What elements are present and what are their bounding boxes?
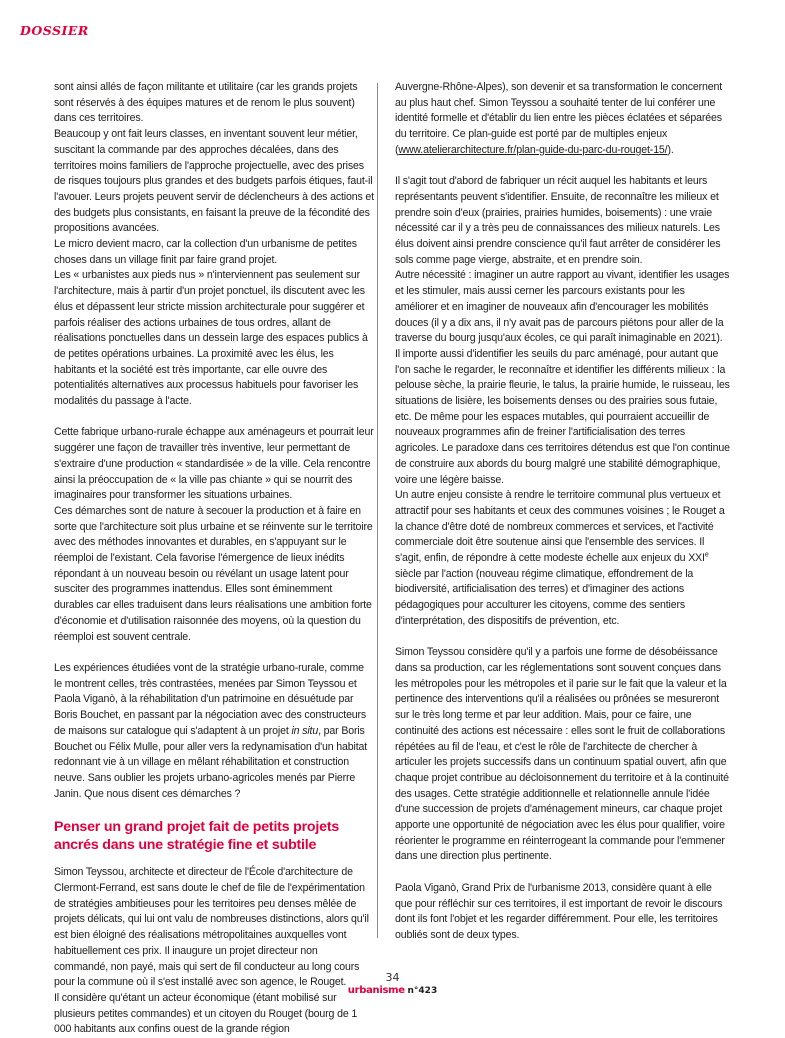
paragraph-text: siècle par l'action (nouveau régime climatique, effondrement de la biodiversité, artificialisation des terres) et d'imaginer des actions pédagogiques pour acculturer les citoyens, comme des sentiers d'interprétation, des dispositifs de prévention, etc.: [395, 567, 694, 627]
paragraph-text: Les expériences étudiées vont de la stratégie urbano-rurale, comme le montrent celles, très contrastées, menées par Simon Teyssou et Paola Viganò, à la réhabilitation d'un patrimoine en désuétude par Boris Bouchet, en passant par la négociation avec des constructeurs de maisons sur catalogue qui s'adaptent à un projet: [54, 661, 367, 737]
left-column: [54, 80, 374, 1038]
page-number: 34: [385, 971, 400, 984]
superscript: e: [704, 551, 709, 559]
paragraph: [395, 80, 730, 159]
paragraph: Ces démarches sont de nature à secouer la production et à faire en sorte que l'architecture soit plus urbaine et se réinvente sur le territoire avec des méthodes innovantes et durables, en s'appuyant sur le réemploi de l'existant. Cela favorise l'émergence de lieux inédits répondant à un nouveau besoin ou révélant un usage latent pour susciter des programmes inattendus. Elles sont éminemment durables car elles traduisent dans leurs réalisations une ambition forte d'économie et d'utilisation raisonnée des moyens, où la question du réemploi est souvent centrale.: [54, 504, 373, 643]
paragraph: Les « urbanistes aux pieds nus » n'interviennent pas seulement sur l'architecture, mais à partir d'un projet ponctuel, ils discutent avec les élus et dépassent leur stricte mission architecturale pour suggérer et parfois réaliser des actions urbaines de tous ordres, allant de réalisations ponctuelles dans un dessein large des espaces publics à de petites opérations urbaines. La proximité avec les élus, les habitants et la société est très importante, car elle ouvre des potentialités alternatives aux processus habituels pour favoriser les modalités du passage à l'acte.: [54, 269, 368, 408]
paragraph-text: , par Boris Bouchet ou Félix Mulle, pour aller vers la redynamisation d'un habitat redonnant vie à un village en mêlant réhabilitation et construction neuve. Sans oublier les projets urbano-agricoles menés par Pierre Janin. Que nous disent ces démarches ?: [54, 724, 368, 800]
paragraph-text: Auvergne-Rhône-Alpes), son devenir et sa transformation le concernent au plus haut chef. Simon Teyssou a souhaité tenter de lui conférer une identité formelle et d'établir du lien entre les pièces éclatées et séparées du territoire. Ce plan-guide est porté par de multiples enjeux (: [395, 81, 723, 156]
section-label: DOSSIER: [20, 23, 89, 38]
paragraph: Autre nécessité : imaginer un autre rapport au vivant, identifier les usages et les stimuler, mais aussi cerner les parcours existants pour les améliorer et en imaginer de nouveaux afin d'encourager les mobilités douces (il y a dix ans, il n'y avait pas de parcours piétons pour aller de la traverse du bourg jusqu'aux écoles, ce qui paraît inimaginable en 2021).: [395, 269, 730, 345]
paragraph: Le micro devient macro, car la collection d'un urbanisme de petites choses dans un village finit par faire grand projet.: [54, 238, 357, 266]
paragraph: [54, 661, 374, 802]
column-divider: [377, 83, 378, 938]
paragraph: Paola Viganò, Grand Prix de l'urbanisme 2013, considère quant à elle que pour réfléchir sur ces territoires, il est important de revoir le discours dont ils font l'objet et les regarder différemment. Pour elle, les territoires oubliés sont de deux types.: [395, 881, 723, 941]
paragraph: sont ainsi allés de façon militante et utilitaire (car les grands projets sont réservés à des équipes matures et de renom le plus souvent) dans ces territoires.: [54, 81, 358, 125]
paragraph-text: Un autre enjeu consiste à rendre le territoire communal plus vertueux et attractif pour ses habitants et ceux des communes voisines ; le Rouget a la chance d'être doté de nombreux commerces et services, et l'activité commerciale doit être soutenue ainsi que l'ensemble des services. Il s'agit, enfin, de répondre à cette modeste échelle aux enjeux du XXI: [395, 489, 725, 565]
paragraph: Cette fabrique urbano-rurale échappe aux aménageurs et pourrait leur suggérer une façon de travailler très inventive, leur permettant de s'extraire d'une production « standardisée » de la ville. Cela rencontre ainsi la préoccupation de « la ville pas chiante » qui se nourrit des imaginaires pour transformer les situations urbaines.: [54, 426, 374, 502]
paragraph: Simon Teyssou, architecte et directeur de l'École d'architecture de Clermont-Ferrand, est sans doute le chef de file de l'expérimentation de stratégies ambitieuses pour les territoires peu denses mêlée de projets délicats, qui lui ont valu de nombreuses distinctions, alors qu'il est bien éloigné des réalisations métropolitaines auxquelles vont habituellement ces prix. Il inaugure un projet directeur non commandé, non payé, mais qui sert de fil conducteur au long cours pour la commune où il s'est installé avec son agence, le Rouget.: [54, 866, 369, 989]
paragraph-text: ).: [667, 143, 674, 156]
italic-term: in situ: [291, 724, 319, 737]
paragraph: Beaucoup y ont fait leurs classes, en inventant souvent leur métier, suscitant la commande par des approches décalées, dans des territoires moins familiers de l'approche projectuelle, avec des prises de risques toujours plus grandes et des budgets parfois étiques, faut-il l'avouer. Leurs projets peuvent servir de déclencheurs à des actions et des budgets plus consistants, en faisant la preuve de la fécondité des propositions avancées.: [54, 128, 374, 235]
paragraph: Il importe aussi d'identifier les seuils du parc aménagé, pour autant que l'on sache le regarder, le reconnaître et identifier les différents milieux : la pelouse sèche, la prairie fleurie, le talus, la prairie humide, le ruisseau, les situations de lisière, les boisements denses ou des prairies sous futaie, etc. De même pour les espaces mutables, qui pourraient accueillir de nouveaux programmes afin de freiner l'artificialisation des terres agricoles. Le paradoxe dans ces territoires détendus est que l'on continue de construire aux abords du bourg malgré une stabilité démographique, voire une légère baisse.: [395, 347, 730, 486]
section-subheading: Penser un grand projet fait de petits projets ancrés dans une stratégie fine et subtile: [54, 819, 340, 854]
paragraph: Simon Teyssou considère qu'il y a parfois une forme de désobéissance dans sa production, car les réglementations sont souvent conçues dans les métropoles pour les métropoles et il parie sur le fait que la valeur et la pertinence des interventions qu'il a réalisées ou prônées se mesureront sur le très long terme et par leur addition. Mais, pour ce faire, une continuité des actions est nécessaire : elles sont le fruit de collaborations répétées au fil de l'eau, et c'est le rôle de l'architecte de chercher à articuler les projets successifs dans un continuum spatial ouvert, afin que chaque projet contribue au décloisonnement du territoire et à la continuité des usages. Cette stratégie additionnelle et relationnelle annule l'idée d'une succession de projets d'aménagement mineurs, car chaque projet apporte une opportunité de négociation avec les élus pour qualifier, voire réorienter le programme en réinterrogeant la commande pour l'emmener dans une direction plus pertinente.: [395, 646, 729, 863]
issue-number: n°423: [407, 986, 438, 996]
paragraph: Il s'agit tout d'abord de fabriquer un récit auquel les habitants et leurs représentants peuvent s'identifier. Ensuite, de reconnaître les milieux et prendre soin d'eux (prairies, prairies humides, boisements) : une vraie nécessité car il y a très peu de connaissances des milieux naturels. Les élus doivent ainsi prendre conscience qu'il faut arrêter de considérer les sols comme page vierge, abstraite, et en prendre soin.: [395, 175, 721, 266]
right-column: [395, 80, 730, 944]
magazine-logo: urbanisme: [347, 985, 405, 996]
paragraph: [395, 488, 730, 629]
paragraph: Il considère qu'étant un acteur économique (étant mobilisé sur plusieurs petites commandes) et un citoyen du Rouget (bourg de 1 000 habitants aux confins ouest de la grande région: [54, 991, 358, 1036]
page-footer: [0, 971, 785, 998]
plan-guide-link[interactable]: www.atelierarchitecture.fr/plan-guide-du-parc-du-rouget-15/: [398, 143, 668, 156]
magazine-issue-line: [0, 984, 785, 998]
